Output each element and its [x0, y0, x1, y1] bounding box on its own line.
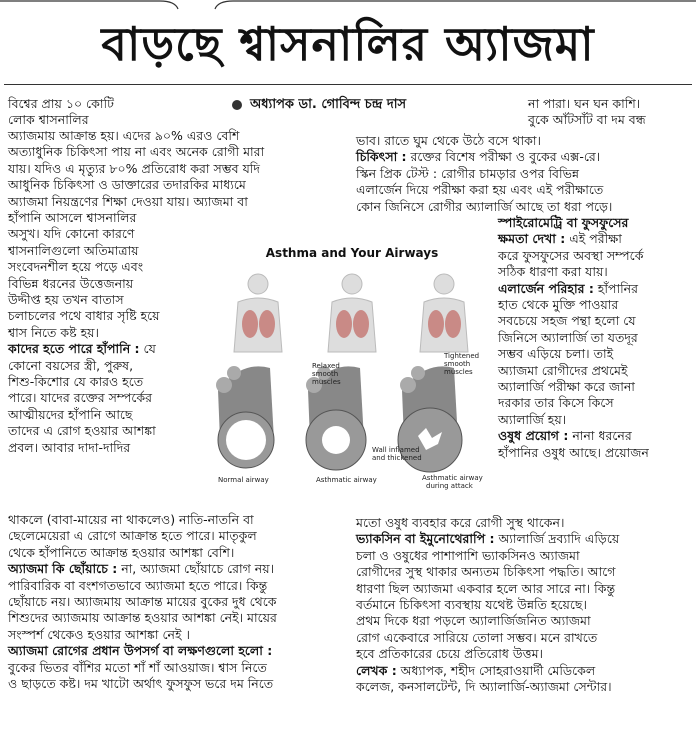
airway-tube-normal — [216, 366, 274, 468]
text-line: দরকার তার কিসে কিসে — [498, 395, 614, 411]
text-line: উদ্দীপ্ত হয় তখন বাতাস — [8, 292, 124, 308]
label-attack-1: Asthmatic airway — [422, 474, 483, 482]
torso-asthmatic — [328, 274, 376, 352]
text-line: রোগীদের সুস্থ থাকার অন্যতম চিকিৎসা পদ্ধতি। আগে — [356, 564, 616, 580]
text-line: অ্যাজমা রোগীদের প্রথমেই — [498, 362, 628, 378]
intro-narrow — [8, 96, 188, 129]
text-line: স্কিন প্রিক টেস্ট : রোগীর চামড়ার ওপর বিভিন্ন — [356, 165, 580, 181]
text-line: সংবেদনশীল হয়ে পড়ে এবং — [8, 259, 144, 275]
text-line: হাঁপানি আসলে শ্বাসনালির — [8, 210, 137, 225]
section-heading: ওষুধ প্রয়োগ : — [498, 428, 569, 444]
text-line: শ্বাস নিতে কষ্ট হয়। — [8, 324, 100, 340]
text-line: আত্মীয়দের হাঁপানি আছে — [8, 406, 133, 422]
text-line: সংস্পর্শ থেকেও হওয়ার আশঙ্কা নেই । — [8, 626, 190, 642]
figure-title: Asthma and Your Airways — [265, 246, 439, 260]
text-line: বিভিন্ন ধরনের উত্তেজনায় — [8, 275, 134, 291]
label-relaxed-3: muscles — [312, 378, 341, 386]
label-tight-3: muscles — [444, 368, 473, 376]
text-line: হবে প্রতিকারের চেয়ে প্রতিরোধ উত্তম। — [356, 646, 543, 662]
text-line: ও ছাড়তে কষ্ট। দম খাটো অর্থাৎ ফুসফুস ভরে দম নিতে — [8, 676, 274, 692]
text-line: অসুখ। যদি কোনো কারণে — [8, 226, 135, 242]
text-line: কোন জিনিসে রোগীর অ্যালার্জি আছে তা ধরা পড়ে। — [356, 198, 613, 214]
headline: বাড়ছে শ্বাসনালির অ্যাজমা — [101, 17, 595, 71]
text-line: শিশুদের অ্যাজমায় আক্রান্ত হওয়ার আশঙ্কা নেই। মায়ের — [8, 610, 277, 626]
bottom-right-column — [356, 515, 692, 695]
text-line: যায়। যদিও এ মৃত্যুর ৮০% প্রতিরোধ করা সম্ভব যদি — [8, 160, 260, 176]
text-line: বুকের ভিতর বাঁশির মতো শাঁ শাঁ আওয়াজ। শ্বাস নিতে — [8, 659, 267, 675]
section-heading: স্পাইরোমেট্রি বা ফুসফুসের — [498, 215, 629, 230]
lekhak-section — [356, 663, 692, 679]
text-line: কোনো বয়সের স্ত্রী, পুরুষ, — [8, 357, 134, 373]
spiro-section — [498, 231, 692, 247]
text-line: রোগ একেবারে সারিয়ে তোলা সম্ভব। মনে রাখতে — [356, 629, 598, 645]
text-run: যে — [139, 341, 156, 357]
text-run: রক্তের বিশেষ পরীক্ষা ও বুকের এক্স-রে। — [406, 149, 601, 165]
text-line: অ্যালার্জি পরীক্ষা করে জানা — [498, 379, 635, 395]
text-line: ভাব। রাতে ঘুম থেকে উঠে বসে থাকা। — [356, 133, 541, 148]
label-asthmatic: Asthmatic airway — [316, 476, 377, 484]
text-line: প্রবল। আবার দাদা-দাদির — [8, 439, 131, 455]
label-tight-1: Tightened — [444, 352, 480, 360]
headline-divider — [4, 84, 692, 85]
kader-section — [8, 341, 208, 357]
text-line: লোক শ্বাসনালির — [8, 112, 89, 128]
right-column — [498, 215, 692, 461]
text-line: শ্বাসনালিগুলো অতিমাত্রায় — [8, 242, 139, 258]
intro-wide — [8, 128, 348, 210]
text-line: বিশ্বের প্রায় ১০ কোটি — [8, 96, 114, 111]
figure-illustration — [212, 240, 492, 504]
text-line: চলাচলের পথে বাধার সৃষ্টি হয়ে — [8, 308, 160, 324]
text-line: তাদের এ রোগ হওয়ার আশঙ্কা — [8, 423, 156, 439]
chikitsa-section — [356, 149, 691, 165]
text-line: থাকলে (বাবা-মায়ের না থাকলেও) নাতি-নাতনি বা — [8, 512, 254, 527]
text-line: বর্তমানে চিকিৎসা ব্যবস্থায় যথেষ্ট উন্নতি হয়েছে। — [356, 597, 587, 613]
torso-normal — [234, 274, 282, 352]
text-line: করে ফুসফুসের অবস্থা সম্পর্কে — [498, 247, 644, 263]
section-heading: লেখক : — [356, 662, 397, 678]
label-attack-2: during attack — [426, 482, 473, 490]
text-run: হাঁপানির — [593, 280, 639, 296]
text-line: থেকে হাঁপানিতে আক্রান্ত হওয়ার আশঙ্কা বেশি। — [8, 544, 235, 560]
left-column — [8, 210, 208, 456]
section-heading: ক্ষমতা দেখা : — [498, 231, 566, 247]
text-line: হাঁপানির ওষুধ আছে। প্রয়োজন — [498, 444, 649, 460]
text-run: অধ্যাপক, শহীদ সোহরাওয়ার্দী মেডিকেল — [396, 662, 596, 678]
text-line: অ্যাজমায় আক্রান্ত হয়। এদের ৯০% এরও বেশি — [8, 128, 240, 143]
text-line: এলার্জেন দিয়ে পরীক্ষা করা হয় এবং এই পরীক্ষাতে — [356, 182, 604, 198]
text-line: অ্যাজমা নিয়ন্ত্রণের শিক্ষা দেওয়া যায়। অ্যাজমা বা — [8, 193, 248, 209]
text-line: সম্ভব এড়িয়ে চলা। তাই — [498, 346, 614, 362]
section-heading: অ্যাজমা কি ছোঁয়াচে : — [8, 561, 118, 577]
section-heading: কাদের হতে পারে হাঁপানি : — [8, 341, 140, 357]
text-line: ছোঁয়াচে নয়। অ্যাজমায় আক্রান্ত মায়ের বুকের দুধ থেকে — [8, 594, 277, 610]
text-line: অত্যাধুনিক চিকিৎসা পায় না এবং অনেক রোগী মারা — [8, 144, 265, 160]
author-name: অধ্যাপক ডা. গোবিন্দ চন্দ্র দাস — [250, 97, 407, 112]
text-line: সবচেয়ে সহজ পন্থা হলো যে — [498, 313, 636, 329]
text-line: ধারণা ছিল অ্যাজমা একবার হলে আর সারে না। কিন্তু — [356, 580, 616, 596]
label-tight-2: smooth — [444, 360, 471, 368]
text-line: হাত থেকে মুক্তি পাওয়ার — [498, 297, 619, 313]
allergen-section — [498, 281, 692, 297]
vaccine-section — [356, 531, 692, 547]
torso-attack — [420, 274, 468, 352]
right-top — [528, 96, 690, 129]
section-heading: চিকিৎসা : — [356, 149, 407, 165]
text-line: মতো ওষুধ ব্যবহার করে রোগী সুস্থ থাকেন। — [356, 515, 565, 530]
chhoyache-section — [8, 561, 353, 577]
text-run: এই পরীক্ষা — [565, 231, 622, 247]
label-normal: Normal airway — [218, 476, 269, 484]
text-line: অ্যালার্জি হয়। — [498, 411, 567, 427]
section-heading: এলার্জেন পরিহার : — [498, 280, 594, 296]
text-run: নানা ধরনের — [568, 428, 632, 444]
text-line: পারে। যাদের রক্তের সম্পর্কের — [8, 390, 152, 406]
bottom-left-column — [8, 512, 353, 692]
top-border — [0, 0, 696, 10]
label-relaxed-2: smooth — [312, 370, 339, 378]
text-line: শিশু-কিশোর যে কারও হতে — [8, 374, 144, 390]
text-line: জিনিসে অ্যালার্জি তা যতদূর — [498, 329, 638, 345]
label-wall-1: Wall inflamed — [372, 446, 420, 454]
text-line: আধুনিক চিকিৎসা ও ডাক্তারের তদারকির মাধ্যমে — [8, 177, 246, 193]
section-heading: ভ্যাকসিন বা ইমুনোথেরাপি : — [356, 531, 495, 547]
label-wall-2: and thickened — [372, 454, 422, 462]
text-line: ছেলেমেয়েরা এ রোগে আক্রান্ত হতে পারে। মাতৃকুল — [8, 528, 257, 544]
text-line: না পারা। ঘন ঘন কাশি। — [528, 96, 641, 111]
text-line: পারিবারিক বা বংশগতভাবে অ্যাজমা হতে পারে। কিন্তু — [8, 577, 268, 593]
text-run: না, অ্যাজমা ছোঁয়াচে রোগ নয়। — [117, 561, 275, 577]
asthma-airways-figure — [212, 240, 492, 504]
bullet-icon — [232, 100, 242, 110]
text-run: অ্যালার্জি দ্রব্যাদি এড়িয়ে — [494, 531, 620, 547]
text-line: সঠিক ধারণা করা যায়। — [498, 264, 608, 280]
treatment-column — [356, 133, 691, 215]
oshudh-section — [498, 428, 692, 444]
text-line: চলা ও ওষুধের পাশাপাশি ভ্যাকসিনও অ্যাজমা — [356, 547, 580, 563]
text-line: প্রথম দিকে ধরা পড়লে অ্যালার্জিজনিত অ্যাজমা — [356, 613, 591, 629]
author-byline — [232, 97, 406, 113]
label-relaxed-1: Relaxed — [312, 362, 340, 370]
section-heading: অ্যাজমা রোগের প্রধান উপসর্গ বা লক্ষণগুলো হলো : — [8, 643, 273, 659]
text-line: বুকে আঁটসাঁট বা দম বন্ধ — [528, 112, 646, 128]
text-line: কলেজ, কনসালটেন্ট, দি অ্যালার্জি-অ্যাজমা সেন্টার। — [356, 679, 612, 695]
